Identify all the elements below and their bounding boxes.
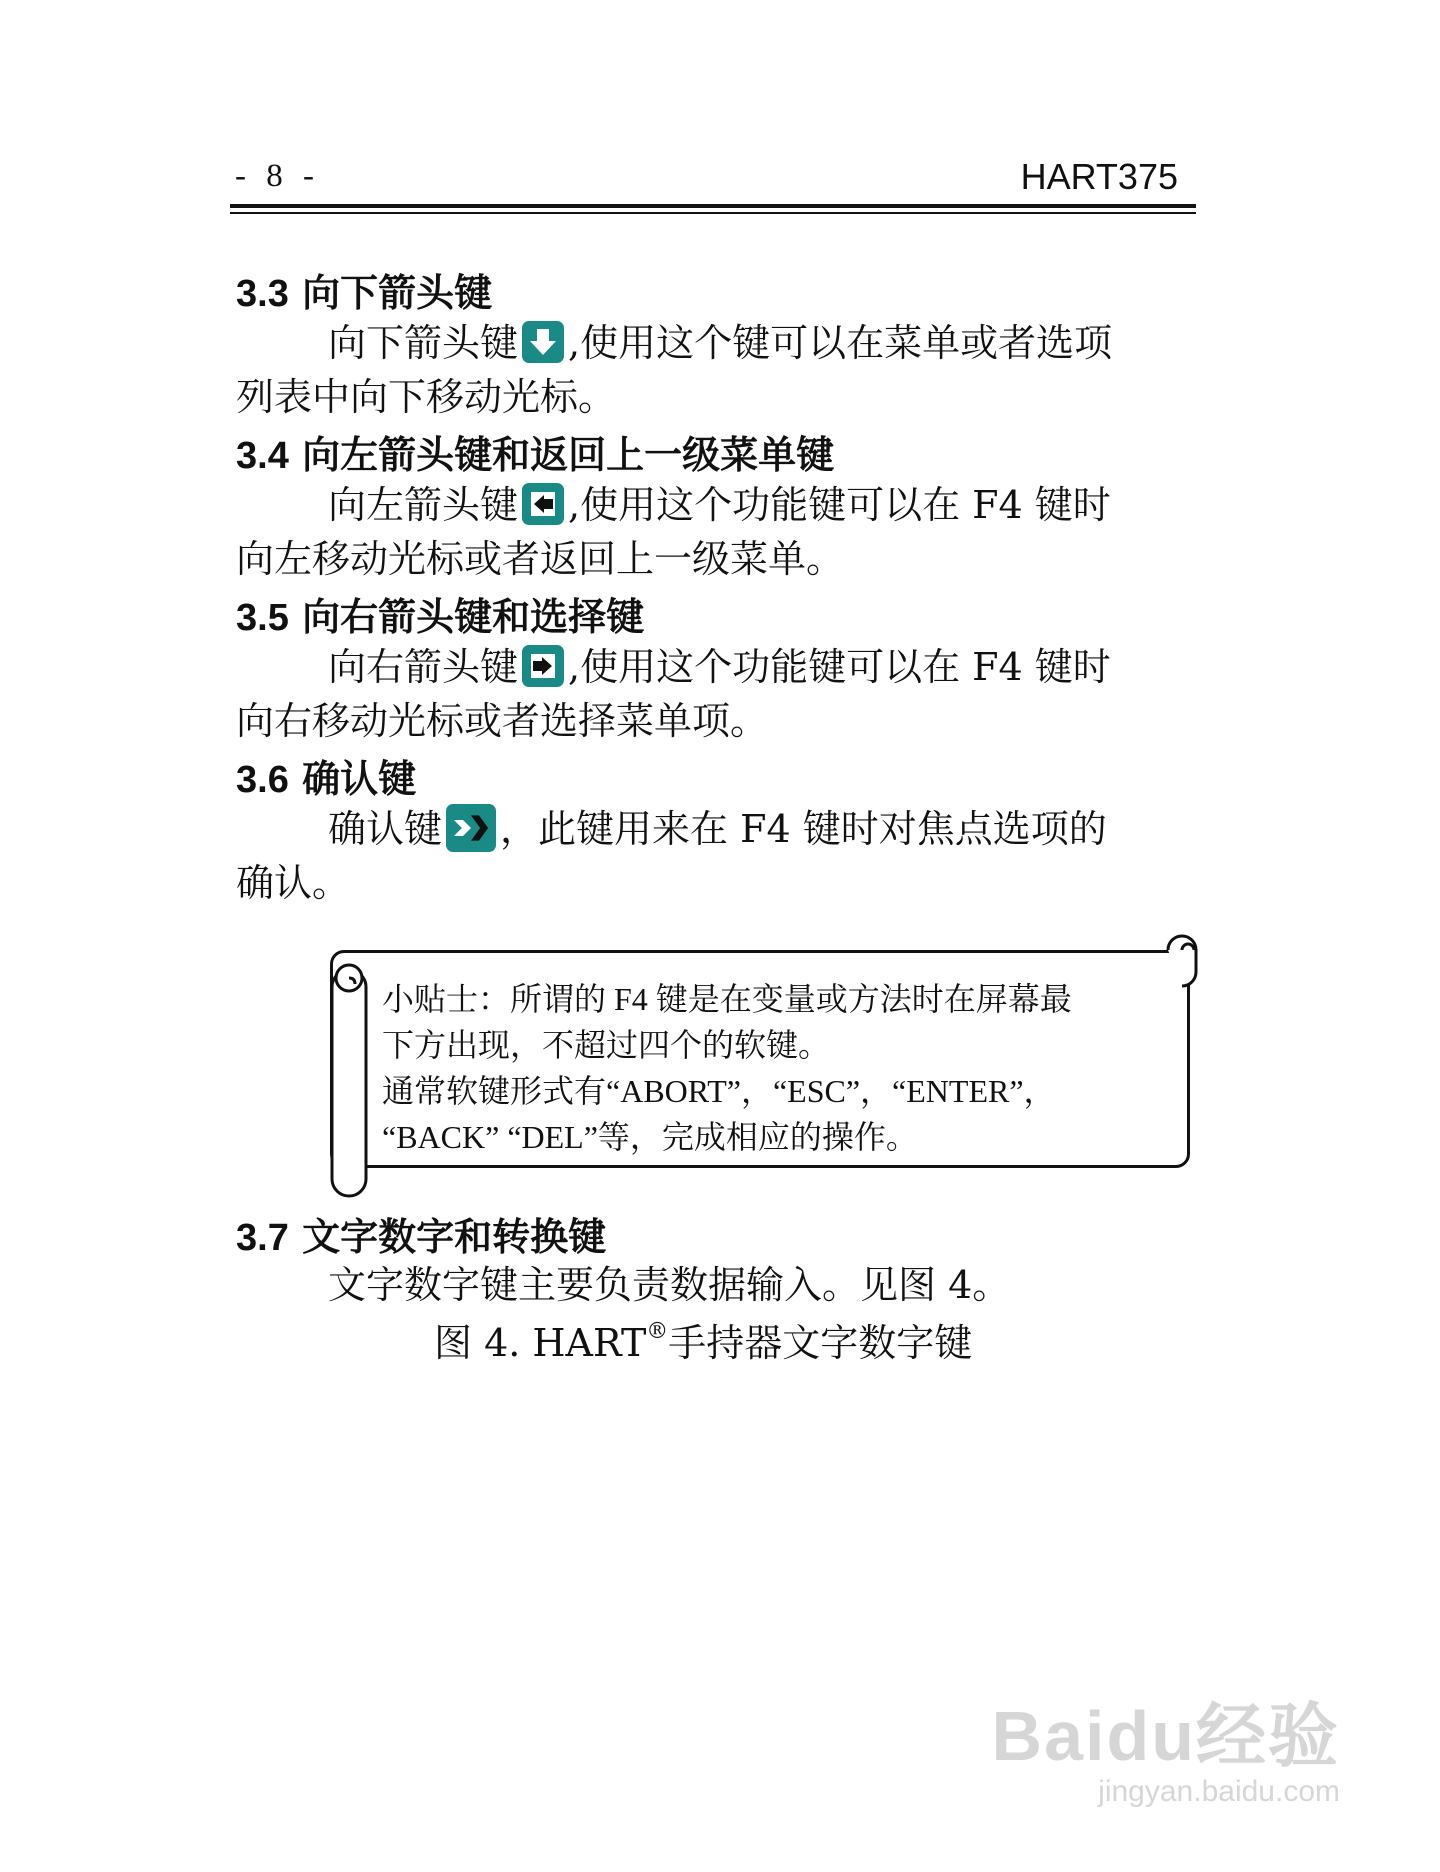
section-body-3-5 <box>236 640 1196 748</box>
section-body-3-6 <box>236 802 1196 910</box>
watermark-url: jingyan.baidu.com <box>1098 1775 1340 1808</box>
section-heading-3-5 <box>236 586 644 641</box>
section-number: 3.5 <box>236 597 289 639</box>
section-number: 3.3 <box>236 273 289 315</box>
section-title: 文字数字和转换键 <box>302 1215 607 1259</box>
body-text: ，此键用来在 F4 键时对焦点选项的 <box>500 807 1107 851</box>
tip-line: 通常软键形式有“ABORT”，“ESC”，“ENTER”， <box>382 1073 1056 1109</box>
header-rule-thin <box>230 212 1196 214</box>
enter-key-icon <box>446 804 496 852</box>
section-title: 向下箭头键 <box>302 271 493 315</box>
header-rule-thick <box>230 204 1196 208</box>
body-text: ,使用这个键可以在菜单或者选项 <box>568 321 1113 365</box>
caption-text: 手持器文字数字键 <box>668 1321 973 1365</box>
body-text: ,使用这个功能键可以在 F4 键时 <box>568 483 1111 527</box>
body-text: ,使用这个功能键可以在 F4 键时 <box>568 645 1111 689</box>
section-body-3-7 <box>236 1258 1196 1312</box>
figure-caption <box>434 1312 972 1367</box>
tip-line: “BACK” “DEL”等，完成相应的操作。 <box>382 1119 918 1155</box>
section-body-3-3 <box>236 316 1196 424</box>
body-text: 向右移动光标或者选择菜单项。 <box>236 699 769 743</box>
watermark-logo: Baidu经验 <box>991 1697 1340 1775</box>
body-text: 文字数字键主要负责数据输入。见图 4。 <box>328 1263 1011 1307</box>
body-text: 向左箭头键 <box>328 483 519 527</box>
section-number: 3.6 <box>236 759 289 801</box>
body-text: 确认。 <box>236 861 351 905</box>
section-heading-3-4 <box>236 424 834 479</box>
section-title: 确认键 <box>302 757 417 801</box>
tip-text <box>382 976 1182 1160</box>
section-number: 3.4 <box>236 435 289 477</box>
tip-line: 小贴士：所谓的 F4 键是在变量或方法时在屏幕最 <box>382 981 1072 1017</box>
section-title: 向右箭头键和选择键 <box>302 595 645 639</box>
right-arrow-key-icon <box>522 645 564 687</box>
section-heading-3-3 <box>236 262 492 317</box>
header-title: HART375 <box>1020 156 1178 197</box>
body-text: 向左移动光标或者返回上一级菜单。 <box>236 537 845 581</box>
caption-text: 图 4. HART <box>434 1321 647 1365</box>
body-text: 列表中向下移动光标。 <box>236 375 617 419</box>
section-heading-3-6 <box>236 748 416 803</box>
page-number: - 8 - <box>235 158 320 194</box>
body-text: 向下箭头键 <box>328 321 519 365</box>
left-arrow-key-icon <box>522 483 564 525</box>
watermark <box>992 1680 1340 1809</box>
section-number: 3.7 <box>236 1217 289 1259</box>
body-text: 向右箭头键 <box>328 645 519 689</box>
section-title: 向左箭头键和返回上一级菜单键 <box>302 433 835 477</box>
registered-mark: ® <box>646 1319 669 1344</box>
body-text: 确认键 <box>328 807 443 851</box>
section-heading-3-7 <box>236 1206 606 1261</box>
down-arrow-key-icon <box>522 321 564 363</box>
section-body-3-4 <box>236 478 1196 586</box>
tip-line: 下方出现，不超过四个的软键。 <box>382 1027 831 1063</box>
